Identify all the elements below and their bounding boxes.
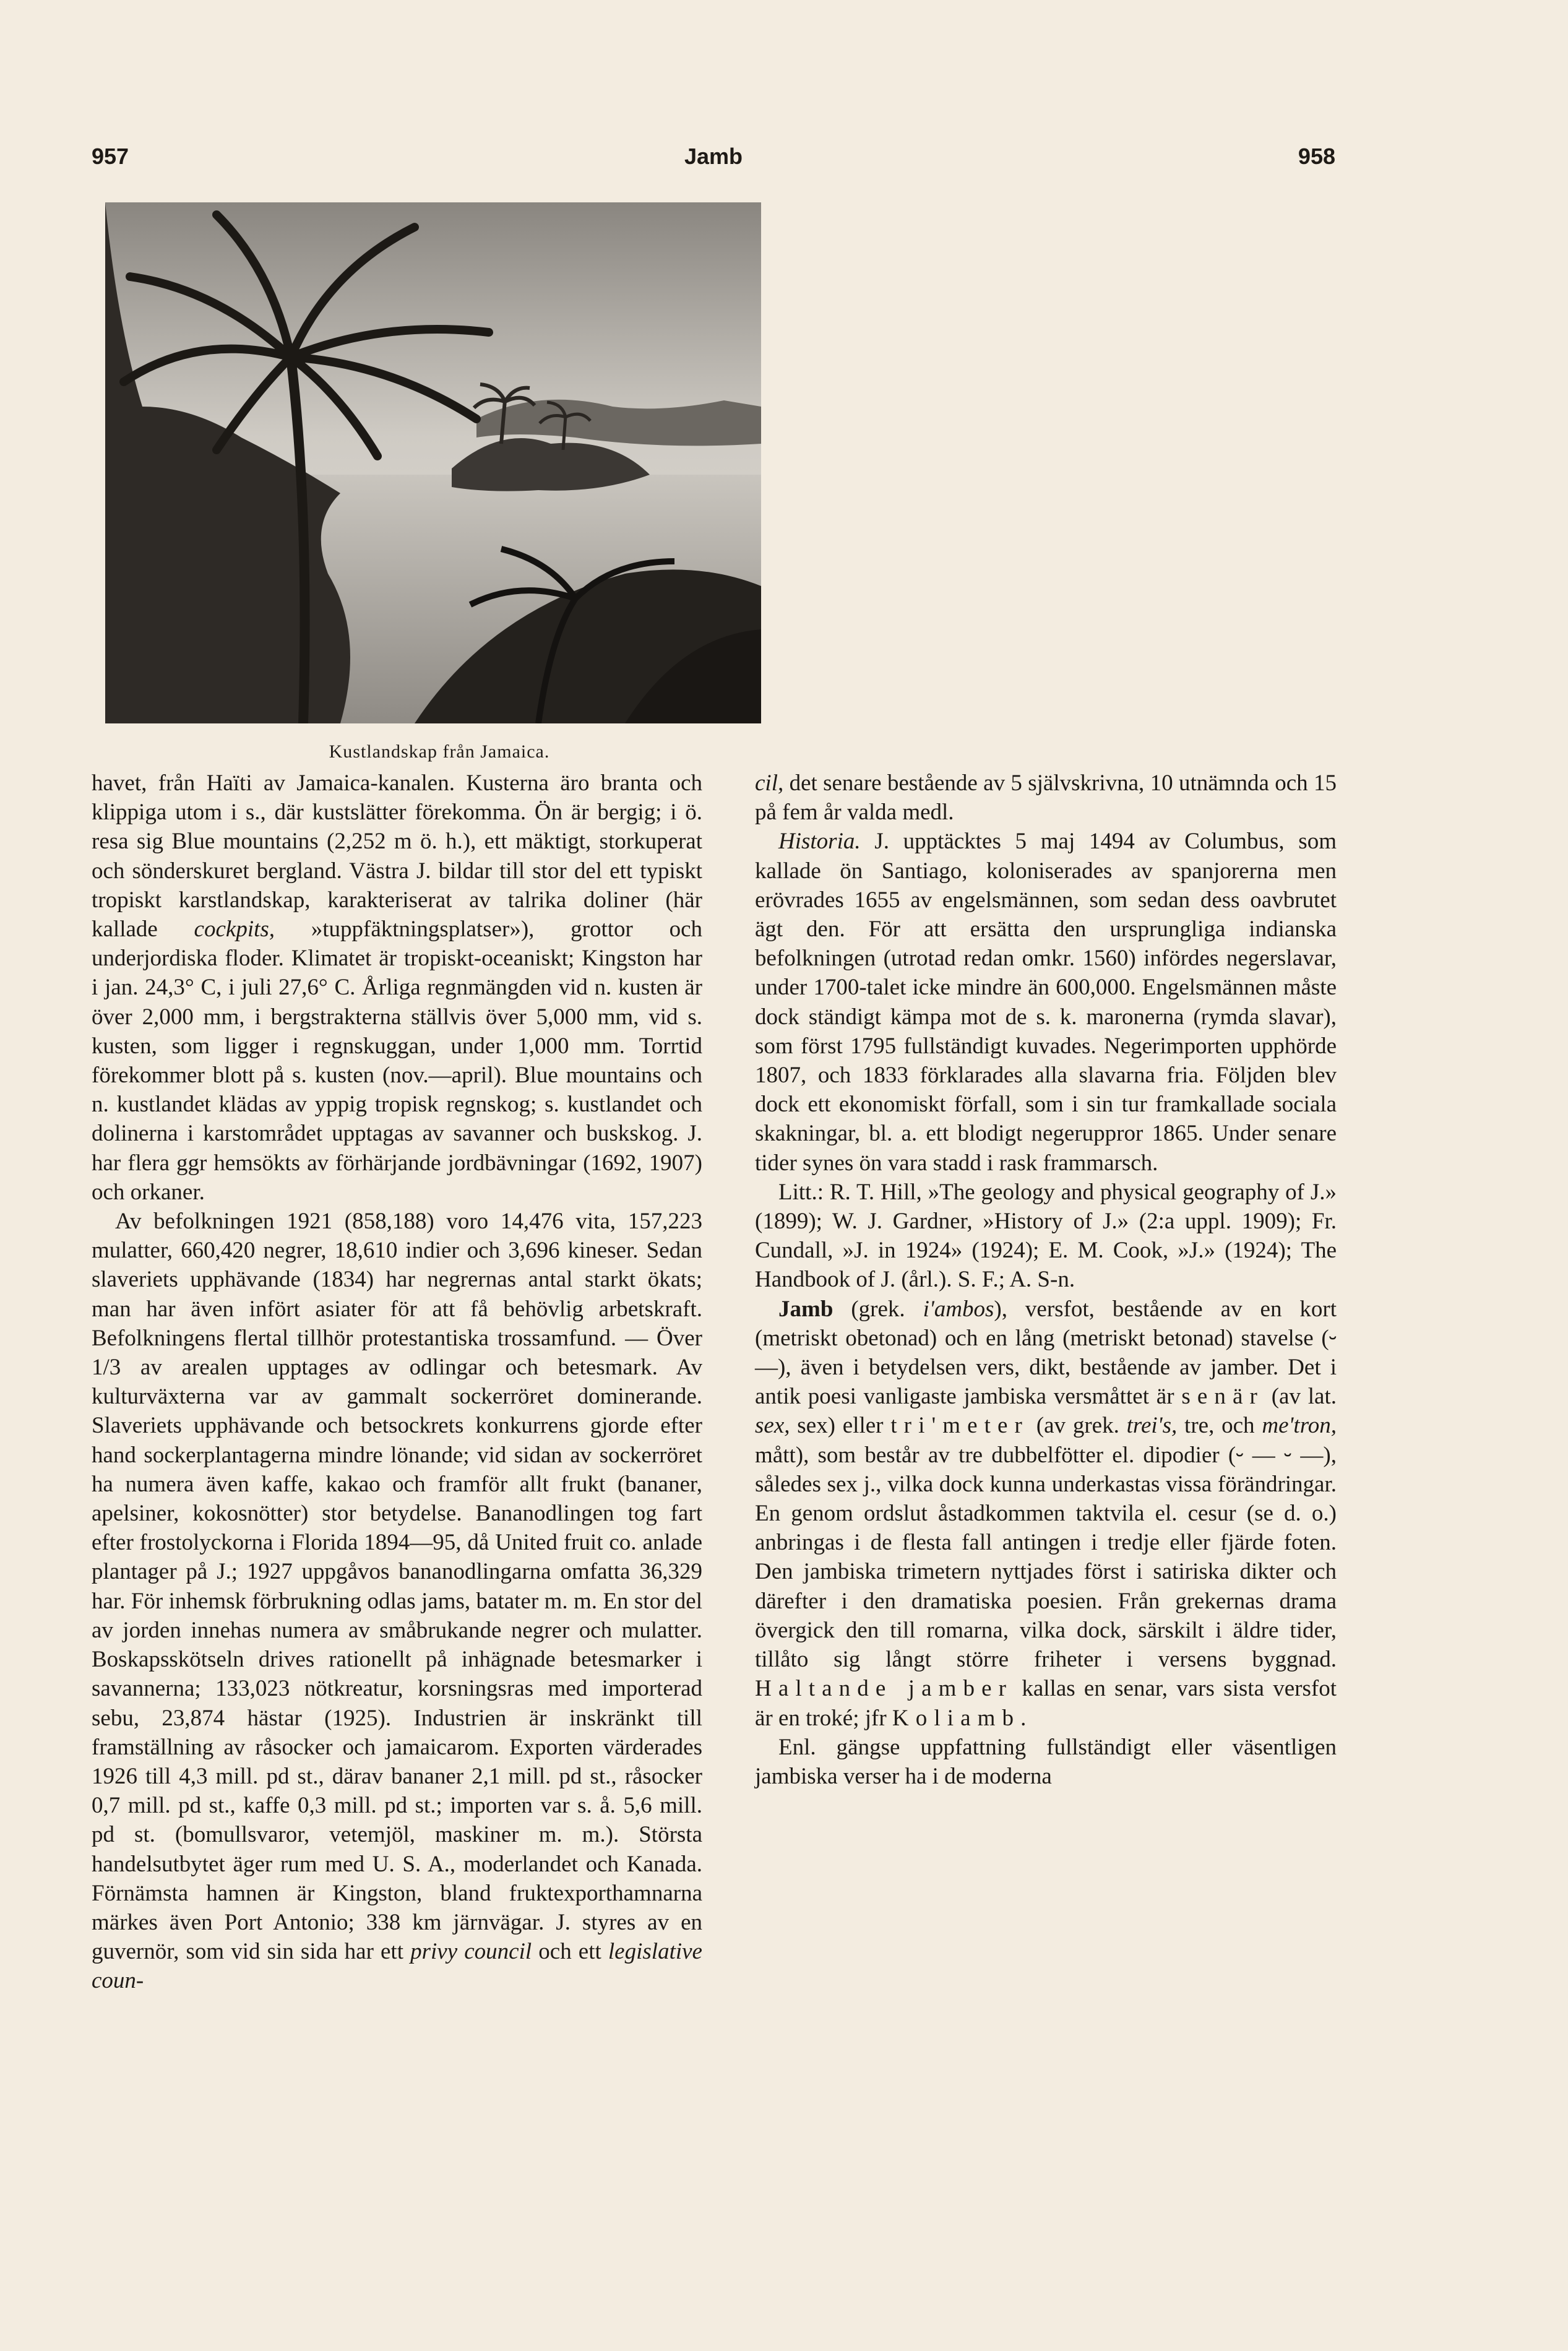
figure [102,199,777,762]
paragraph: cil, det senare bestående av 5 självskrivna, 10 utnämnda och 15 på fem år valda medl. [755,770,1337,826]
paragraph: Enl. gängse uppfattning fullständigt eller väsentligen jambiska verser ha i de moderna [755,1734,1337,1789]
paragraph: Av befolkningen 1921 (858,188) voro 14,476 vita, 157,223 mulatter, 660,420 negrer, 18,610 indier och 3,696 kineser. Sedan slaveriets upphävande (1834) har negrernas antal starkt ökats; man har även infört asiater för att få behövlig arbetskraft. Befolkningens flertal tillhör protestantiska trossamfund. — Över 1/3 av arealen upptages av odlingar och betesmark. Av kulturväxterna var av gammalt sockerröret dominerande. Slaveriets upphävande och betsockrets konkurrens gjorde efter hand sockerplantagerna mindre lönande; vid sidan av sockerröret ha numera även kaffe, kakao och framför allt frukt (bananer, apelsiner, kokosnötter) stor betydelse. Bananodlingen tog fart efter frostolyckorna i Florida 1894—95, då United fruit co. anlade plantager på J.; 1927 uppgåvos bananodlingarna omfatta 36,329 har. För inhemsk förbrukning odlas jams, batater m. m. En stor del av jorden innehas numera av småbrukande negrer och mulatter. Boskapsskötseln drives rationellt på inhägnade betesmarker i savannerna; 133,023 nötkreatur, korsningsras med importerad sebu, 23,874 hästar (1925). Industrien är inskränkt till framställning av råsocker och jamaicarom. Exporten värderades 1926 till 4,3 mill. pd st., därav bananer 2,1 mill. pd st., råsocker 0,7 mill. pd st., kaffe 0,3 mill. pd st.; importen var s. å. 5,6 mill. pd st. (bomullsvaror, vetemjöl, maskiner m. m.). Största handelsutbytet äger rum med U. S. A., moderlandet och Kanada. Förnämsta hamnen är Kingston, bland fruktexporthamnarna märkes även Port Antonio; 338 km järnvägar. J. styres av en guvernör, som vid sin sida har ett privy council och ett legislative coun- [92,1209,702,1994]
paragraph: Litt.: R. T. Hill, »The geology and physical geography of J.» (1899); W. J. Gardner, »History of J.» (2:a uppl. 1909); Fr. Cundall, »J. in 1924» (1924); E. M. Cook, »J.» (1924); The Handbook of J. (årl.). S. F.; A. S-n. [755,1179,1337,1293]
running-title: Jamb [684,144,743,169]
right-column [755,769,1337,1791]
page-number-right: 958 [1298,144,1335,169]
page-number-left: 957 [92,144,129,169]
entry-headword: Jamb [778,1296,834,1322]
figure-caption: Kustlandskap från Jamaica. [329,741,550,762]
tropical-coast-photo-icon [105,202,761,723]
paragraph-entry-jamb: Jamb (grek. i'ambos), versfot, bestående av en kort (metriskt obetonad) och en lång (metriskt betonad) stavelse (⏑ —), även i betydelsen vers, dikt, bestående av jamber. Det i antik poesi vanligaste jambiska versmåttet är senär (av lat. sex, sex) eller tri'meter (av grek. trei's, tre, och me'tron, mått), som består av tre dubbelfötter el. dipodier (⏑ — ⏑ —), således sex j., vilka dock kunna underkastas vissa förändringar. En genom ordslut åstadkommen taktvila el. cesur (se d. o.) anbringas i de flesta fall antingen i tredje eller fjärde foten. Den jambiska trimetern nyttjades först i satiriska dikter och därefter i den dramatiska poesien. Från grekernas drama övergick den till romarna, vilka dock, särskilt i äldre tider, tillåto sig långt större friheter i versens byggnad. Haltande jamber kallas en senar, vars sista versfot är en troké; jfr Koliamb. [755,1296,1337,1731]
paragraph: Historia. J. upptäcktes 5 maj 1494 av Columbus, som kallade ön Santiago, koloniserades av spanjorerna men erövrades 1655 av engelsmännen, som sedan dess oavbrutet ägt den. För att ersätta den ursprungliga indianska befolkningen (utrotad redan omkr. 1560) infördes negerslavar, under 1700-talet icke mindre än 600,000. Engelsmännen måste dock ständigt kämpa mot de s. k. maronerna (rymda slavar), som först 1795 fullständigt kuvades. Negerimporten upphörde 1807, och 1833 förklarades alla slavarna fria. Följden blev dock ett ekonomiskt förfall, som i sin tur framkallade sociala skakningar, bl. a. ett blodigt negeruppror 1865. Under senare tider synes ön vara stadd i rask frammarsch. [755,829,1337,1176]
page-header [92,144,1335,181]
paragraph: havet, från Haïti av Jamaica-kanalen. Kusterna äro branta och klippiga utom i s., där kustslätter förekomma. Ön är bergig; i ö. resa sig Blue mountains (2,252 m ö. h.), ett mäktigt, storkuperat och sönderskuret bergland. Västra J. bildar till stor del ett typiskt tropiskt karstlandskap, karakteriserat av talrika doliner (här kallade cockpits, »tuppfäktningsplatser»), grottor och underjordiska floder. Klimatet är tropiskt-oceaniskt; Kingston har i jan. 24,3° C, i juli 27,6° C. Årliga regnmängden vid n. kusten är över 2,000 mm, i bergstrakterna ställvis över 5,000 mm, vid s. kusten, som ligger i regnskuggan, under 1,000 mm. Torrtid förekommer blott på s. kusten (nov.—april). Blue mountains och n. kustlandet klädas av yppig tropisk regnskog; s. kustlandet och dolinerna i karstområdet upptagas av savanner och buskskog. J. har flera ggr hemsökts av förhärjande jordbävningar (1692, 1907) och orkaner. [92,770,702,1205]
left-column [92,199,702,1996]
